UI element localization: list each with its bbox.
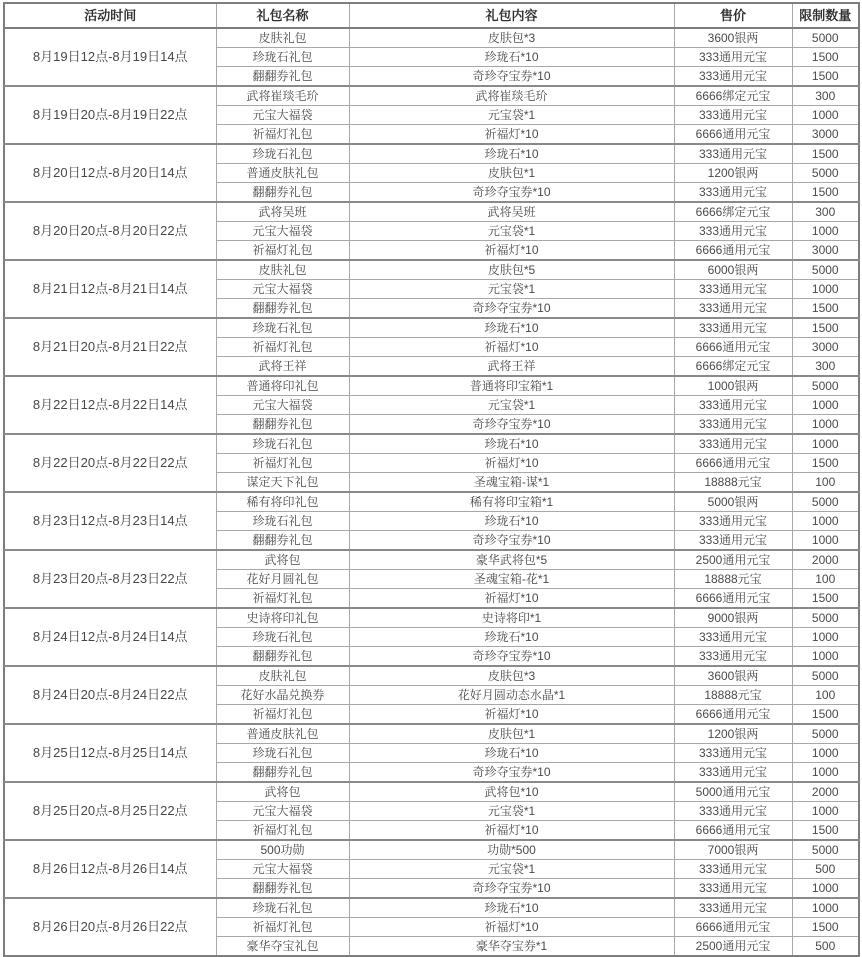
limit-quantity-cell: 1000 [792, 415, 859, 435]
package-content-cell: 祈福灯*10 [349, 589, 674, 609]
package-name-cell: 祈福灯礼包 [216, 589, 349, 609]
limit-quantity-cell: 300 [792, 357, 859, 377]
price-cell: 333通用元宝 [674, 898, 792, 918]
package-content-cell: 武将王祥 [349, 357, 674, 377]
limit-quantity-cell: 300 [792, 202, 859, 222]
package-content-cell: 奇珍夺宝券*10 [349, 879, 674, 899]
limit-quantity-cell: 1000 [792, 744, 859, 763]
package-name-cell: 祈福灯礼包 [216, 241, 349, 261]
package-content-cell: 奇珍夺宝券*10 [349, 531, 674, 551]
table-row [4, 666, 859, 686]
limit-quantity-cell: 1000 [792, 879, 859, 899]
limit-quantity-cell: 1500 [792, 48, 859, 67]
activity-time-cell: 8月24日20点-8月24日22点 [4, 666, 216, 724]
table-row [4, 782, 859, 802]
price-cell: 333通用元宝 [674, 280, 792, 299]
limit-quantity-cell: 1500 [792, 299, 859, 319]
activity-time-cell: 8月21日20点-8月21日22点 [4, 318, 216, 376]
activity-time-cell: 8月23日12点-8月23日14点 [4, 492, 216, 550]
package-name-cell: 稀有将印礼包 [216, 492, 349, 512]
price-cell: 1000银两 [674, 376, 792, 396]
package-content-cell: 圣魂宝箱-谋*1 [349, 473, 674, 493]
limit-quantity-cell: 2000 [792, 782, 859, 802]
gift-package-table [3, 2, 860, 957]
table-row [4, 898, 859, 918]
limit-quantity-cell: 5000 [792, 28, 859, 48]
price-cell: 333通用元宝 [674, 744, 792, 763]
price-cell: 6666绑定元宝 [674, 86, 792, 106]
package-name-cell: 元宝大福袋 [216, 222, 349, 241]
package-content-cell: 祈福灯*10 [349, 918, 674, 937]
package-name-cell: 史诗将印礼包 [216, 608, 349, 628]
package-name-cell: 元宝大福袋 [216, 802, 349, 821]
price-cell: 5000银两 [674, 492, 792, 512]
package-name-cell: 谋定天下礼包 [216, 473, 349, 493]
limit-quantity-cell: 1000 [792, 647, 859, 667]
package-content-cell: 奇珍夺宝券*10 [349, 763, 674, 783]
package-name-cell: 普通将印礼包 [216, 376, 349, 396]
limit-quantity-cell: 1000 [792, 512, 859, 531]
package-name-cell: 翻翻券礼包 [216, 415, 349, 435]
price-cell: 333通用元宝 [674, 763, 792, 783]
limit-quantity-cell: 1000 [792, 106, 859, 125]
price-cell: 333通用元宝 [674, 628, 792, 647]
price-cell: 333通用元宝 [674, 106, 792, 125]
package-name-cell: 珍珑石礼包 [216, 628, 349, 647]
package-content-cell: 奇珍夺宝券*10 [349, 647, 674, 667]
package-content-cell: 元宝袋*1 [349, 860, 674, 879]
package-content-cell: 珍珑石*10 [349, 318, 674, 338]
package-content-cell: 稀有将印宝箱*1 [349, 492, 674, 512]
package-name-cell: 珍珑石礼包 [216, 512, 349, 531]
column-header-price: 售价 [674, 3, 792, 28]
table-row [4, 724, 859, 744]
limit-quantity-cell: 5000 [792, 840, 859, 860]
price-cell: 333通用元宝 [674, 48, 792, 67]
package-content-cell: 元宝袋*1 [349, 280, 674, 299]
table-row [4, 144, 859, 164]
table-row [4, 492, 859, 512]
package-content-cell: 奇珍夺宝券*10 [349, 183, 674, 203]
package-name-cell: 花好月圆礼包 [216, 570, 349, 589]
package-name-cell: 武将王祥 [216, 357, 349, 377]
column-header-activity-time: 活动时间 [4, 3, 216, 28]
activity-time-cell: 8月20日12点-8月20日14点 [4, 144, 216, 202]
price-cell: 333通用元宝 [674, 860, 792, 879]
package-name-cell: 元宝大福袋 [216, 280, 349, 299]
package-content-cell: 珍珑石*10 [349, 512, 674, 531]
price-cell: 6666通用元宝 [674, 918, 792, 937]
package-name-cell: 花好水晶兑换券 [216, 686, 349, 705]
price-cell: 6666通用元宝 [674, 454, 792, 473]
limit-quantity-cell: 500 [792, 937, 859, 957]
activity-time-cell: 8月25日20点-8月25日22点 [4, 782, 216, 840]
price-cell: 333通用元宝 [674, 396, 792, 415]
package-name-cell: 武将吴班 [216, 202, 349, 222]
limit-quantity-cell: 1500 [792, 144, 859, 164]
package-content-cell: 珍珑石*10 [349, 434, 674, 454]
limit-quantity-cell: 1000 [792, 628, 859, 647]
package-content-cell: 豪华武将包*5 [349, 550, 674, 570]
package-name-cell: 普通皮肤礼包 [216, 724, 349, 744]
price-cell: 18888元宝 [674, 686, 792, 705]
limit-quantity-cell: 300 [792, 86, 859, 106]
package-content-cell: 奇珍夺宝券*10 [349, 67, 674, 87]
price-cell: 2500通用元宝 [674, 550, 792, 570]
package-name-cell: 珍珑石礼包 [216, 434, 349, 454]
package-name-cell: 翻翻券礼包 [216, 647, 349, 667]
table-row [4, 434, 859, 454]
package-content-cell: 珍珑石*10 [349, 744, 674, 763]
package-content-cell: 武将崔琰毛玠 [349, 86, 674, 106]
price-cell: 333通用元宝 [674, 512, 792, 531]
package-name-cell: 元宝大福袋 [216, 860, 349, 879]
header-row [4, 3, 859, 28]
package-content-cell: 珍珑石*10 [349, 898, 674, 918]
package-content-cell: 元宝袋*1 [349, 802, 674, 821]
limit-quantity-cell: 1000 [792, 763, 859, 783]
package-content-cell: 珍珑石*10 [349, 48, 674, 67]
package-name-cell: 珍珑石礼包 [216, 744, 349, 763]
package-name-cell: 祈福灯礼包 [216, 454, 349, 473]
package-content-cell: 皮肤包*3 [349, 666, 674, 686]
limit-quantity-cell: 5000 [792, 164, 859, 183]
price-cell: 6666通用元宝 [674, 705, 792, 725]
limit-quantity-cell: 1000 [792, 396, 859, 415]
package-content-cell: 武将包*10 [349, 782, 674, 802]
package-name-cell: 翻翻券礼包 [216, 531, 349, 551]
table-row [4, 86, 859, 106]
limit-quantity-cell: 1500 [792, 318, 859, 338]
package-name-cell: 皮肤礼包 [216, 260, 349, 280]
activity-time-cell: 8月22日20点-8月22日22点 [4, 434, 216, 492]
price-cell: 1200银两 [674, 724, 792, 744]
column-header-package-content: 礼包内容 [349, 3, 674, 28]
limit-quantity-cell: 1000 [792, 280, 859, 299]
package-name-cell: 珍珑石礼包 [216, 144, 349, 164]
activity-time-cell: 8月21日12点-8月21日14点 [4, 260, 216, 318]
limit-quantity-cell: 1500 [792, 454, 859, 473]
limit-quantity-cell: 5000 [792, 492, 859, 512]
package-content-cell: 功勋*500 [349, 840, 674, 860]
limit-quantity-cell: 100 [792, 686, 859, 705]
package-content-cell: 珍珑石*10 [349, 144, 674, 164]
package-content-cell: 奇珍夺宝券*10 [349, 299, 674, 319]
limit-quantity-cell: 1000 [792, 802, 859, 821]
price-cell: 6666通用元宝 [674, 821, 792, 841]
activity-time-cell: 8月20日20点-8月20日22点 [4, 202, 216, 260]
price-cell: 333通用元宝 [674, 67, 792, 87]
price-cell: 5000通用元宝 [674, 782, 792, 802]
limit-quantity-cell: 1500 [792, 589, 859, 609]
package-content-cell: 皮肤包*1 [349, 164, 674, 183]
limit-quantity-cell: 5000 [792, 666, 859, 686]
package-name-cell: 翻翻券礼包 [216, 67, 349, 87]
limit-quantity-cell: 5000 [792, 608, 859, 628]
package-name-cell: 武将包 [216, 782, 349, 802]
price-cell: 333通用元宝 [674, 531, 792, 551]
limit-quantity-cell: 100 [792, 473, 859, 493]
package-content-cell: 祈福灯*10 [349, 125, 674, 145]
price-cell: 333通用元宝 [674, 318, 792, 338]
package-name-cell: 珍珑石礼包 [216, 898, 349, 918]
limit-quantity-cell: 3000 [792, 338, 859, 357]
column-header-package-name: 礼包名称 [216, 3, 349, 28]
package-name-cell: 珍珑石礼包 [216, 48, 349, 67]
price-cell: 3600银两 [674, 28, 792, 48]
table-header [4, 3, 859, 28]
limit-quantity-cell: 1000 [792, 531, 859, 551]
package-name-cell: 武将包 [216, 550, 349, 570]
package-name-cell: 翻翻券礼包 [216, 183, 349, 203]
table-row [4, 840, 859, 860]
package-content-cell: 奇珍夺宝券*10 [349, 415, 674, 435]
limit-quantity-cell: 3000 [792, 241, 859, 261]
package-name-cell: 珍珑石礼包 [216, 318, 349, 338]
price-cell: 6666通用元宝 [674, 125, 792, 145]
package-name-cell: 元宝大福袋 [216, 106, 349, 125]
price-cell: 6666通用元宝 [674, 241, 792, 261]
package-content-cell: 花好月圆动态水晶*1 [349, 686, 674, 705]
price-cell: 333通用元宝 [674, 183, 792, 203]
limit-quantity-cell: 5000 [792, 260, 859, 280]
limit-quantity-cell: 1000 [792, 898, 859, 918]
package-name-cell: 祈福灯礼包 [216, 125, 349, 145]
package-name-cell: 皮肤礼包 [216, 28, 349, 48]
package-name-cell: 豪华夺宝礼包 [216, 937, 349, 957]
table-row [4, 318, 859, 338]
table-body [4, 28, 859, 956]
package-content-cell: 皮肤包*1 [349, 724, 674, 744]
package-content-cell: 元宝袋*1 [349, 106, 674, 125]
package-name-cell: 祈福灯礼包 [216, 338, 349, 357]
limit-quantity-cell: 1000 [792, 434, 859, 454]
package-name-cell: 皮肤礼包 [216, 666, 349, 686]
package-content-cell: 珍珑石*10 [349, 628, 674, 647]
limit-quantity-cell: 500 [792, 860, 859, 879]
package-content-cell: 武将吴班 [349, 202, 674, 222]
package-name-cell: 祈福灯礼包 [216, 705, 349, 725]
package-content-cell: 祈福灯*10 [349, 241, 674, 261]
package-content-cell: 史诗将印*1 [349, 608, 674, 628]
activity-time-cell: 8月25日12点-8月25日14点 [4, 724, 216, 782]
limit-quantity-cell: 1500 [792, 705, 859, 725]
package-name-cell: 祈福灯礼包 [216, 918, 349, 937]
package-name-cell: 500功勋 [216, 840, 349, 860]
package-name-cell: 武将崔琰毛玠 [216, 86, 349, 106]
package-content-cell: 祈福灯*10 [349, 821, 674, 841]
price-cell: 2500通用元宝 [674, 937, 792, 957]
price-cell: 7000银两 [674, 840, 792, 860]
package-content-cell: 祈福灯*10 [349, 705, 674, 725]
table-row [4, 608, 859, 628]
activity-time-cell: 8月26日20点-8月26日22点 [4, 898, 216, 956]
table-row [4, 202, 859, 222]
activity-time-cell: 8月26日12点-8月26日14点 [4, 840, 216, 898]
package-name-cell: 元宝大福袋 [216, 396, 349, 415]
package-content-cell: 元宝袋*1 [349, 222, 674, 241]
package-name-cell: 翻翻券礼包 [216, 763, 349, 783]
limit-quantity-cell: 3000 [792, 125, 859, 145]
price-cell: 333通用元宝 [674, 415, 792, 435]
price-cell: 333通用元宝 [674, 802, 792, 821]
price-cell: 3600银两 [674, 666, 792, 686]
price-cell: 6666绑定元宝 [674, 202, 792, 222]
price-cell: 333通用元宝 [674, 434, 792, 454]
package-content-cell: 元宝袋*1 [349, 396, 674, 415]
limit-quantity-cell: 2000 [792, 550, 859, 570]
activity-time-cell: 8月24日12点-8月24日14点 [4, 608, 216, 666]
package-content-cell: 祈福灯*10 [349, 454, 674, 473]
price-cell: 9000银两 [674, 608, 792, 628]
price-cell: 333通用元宝 [674, 144, 792, 164]
price-cell: 18888元宝 [674, 473, 792, 493]
price-cell: 333通用元宝 [674, 647, 792, 667]
limit-quantity-cell: 1500 [792, 918, 859, 937]
table-row [4, 376, 859, 396]
limit-quantity-cell: 5000 [792, 724, 859, 744]
limit-quantity-cell: 1500 [792, 821, 859, 841]
package-name-cell: 普通皮肤礼包 [216, 164, 349, 183]
activity-time-cell: 8月23日20点-8月23日22点 [4, 550, 216, 608]
price-cell: 6666通用元宝 [674, 589, 792, 609]
package-name-cell: 祈福灯礼包 [216, 821, 349, 841]
activity-time-cell: 8月19日20点-8月19日22点 [4, 86, 216, 144]
column-header-limit-quantity: 限制数量 [792, 3, 859, 28]
price-cell: 6000银两 [674, 260, 792, 280]
package-name-cell: 翻翻券礼包 [216, 879, 349, 899]
table-row [4, 260, 859, 280]
package-content-cell: 豪华夺宝券*1 [349, 937, 674, 957]
activity-time-cell: 8月22日12点-8月22日14点 [4, 376, 216, 434]
limit-quantity-cell: 5000 [792, 376, 859, 396]
price-cell: 6666绑定元宝 [674, 357, 792, 377]
limit-quantity-cell: 1500 [792, 67, 859, 87]
package-content-cell: 普通将印宝箱*1 [349, 376, 674, 396]
limit-quantity-cell: 100 [792, 570, 859, 589]
price-cell: 333通用元宝 [674, 299, 792, 319]
limit-quantity-cell: 1500 [792, 183, 859, 203]
package-content-cell: 祈福灯*10 [349, 338, 674, 357]
package-content-cell: 皮肤包*3 [349, 28, 674, 48]
package-name-cell: 翻翻券礼包 [216, 299, 349, 319]
table-row [4, 28, 859, 48]
package-content-cell: 皮肤包*5 [349, 260, 674, 280]
package-content-cell: 圣魂宝箱-花*1 [349, 570, 674, 589]
activity-time-cell: 8月19日12点-8月19日14点 [4, 28, 216, 86]
table-row [4, 550, 859, 570]
price-cell: 333通用元宝 [674, 222, 792, 241]
price-cell: 1200银两 [674, 164, 792, 183]
price-cell: 6666通用元宝 [674, 338, 792, 357]
limit-quantity-cell: 1000 [792, 222, 859, 241]
price-cell: 333通用元宝 [674, 879, 792, 899]
price-cell: 18888元宝 [674, 570, 792, 589]
